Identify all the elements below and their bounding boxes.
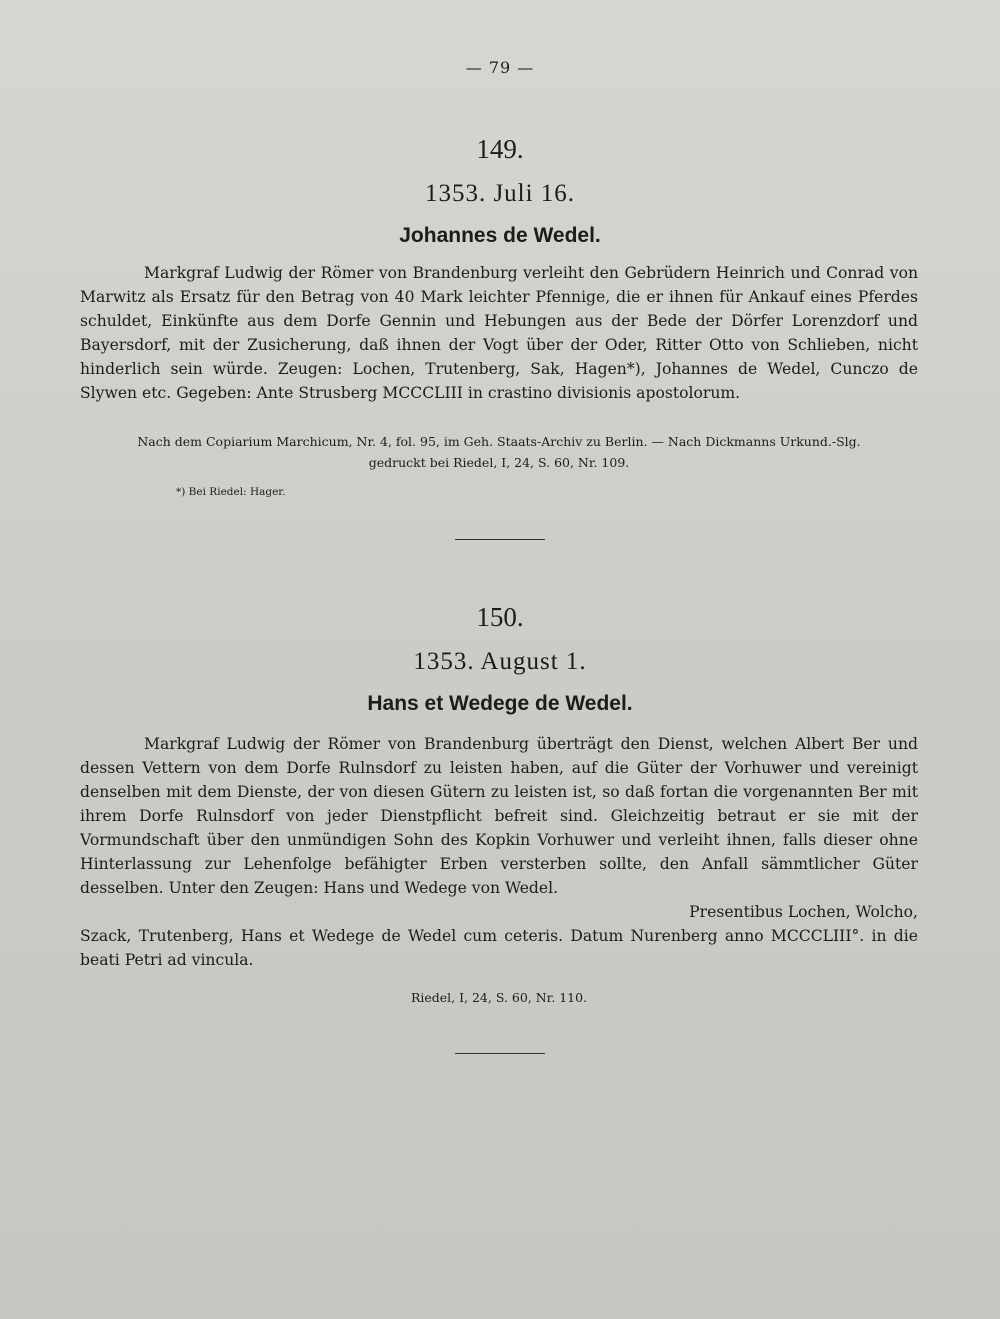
document-number: 149. <box>476 134 524 164</box>
document-number: 150. <box>476 602 524 632</box>
witness-line: Presentibus Lochen, Wolcho, <box>689 903 918 921</box>
source-line: Nach dem Copiarium Marchicum, Nr. 4, fol. 95, im Geh. Staats-Archiv zu Berlin. — Nach Dickmanns Urkund.-Slg. <box>137 434 861 449</box>
document-title: Johannes de Wedel. <box>399 224 601 247</box>
document-title: Hans et Wedege de Wedel. <box>367 692 633 715</box>
dating-clause: Szack, Trutenberg, Hans et Wedege de Wedel cum ceteris. Datum Nurenberg anno MCCCLIII°. in die beati Petri ad vincula. <box>80 927 918 969</box>
page-number: — 79 — <box>465 58 535 77</box>
source-line: Riedel, I, 24, S. 60, Nr. 110. <box>410 990 588 1005</box>
section-divider <box>455 1053 545 1054</box>
footnote: *) Bei Riedel: Hager. <box>176 486 286 498</box>
source-line: gedruckt bei Riedel, I, 24, S. 60, Nr. 109. <box>368 455 630 470</box>
document-regest <box>80 732 918 972</box>
regest-paragraph: Markgraf Ludwig der Römer von Brandenburg verleiht den Gebrüdern Heinrich und Conrad von Marwitz als Ersatz für den Betrag von 40 Mark leichter Pfennige, die er ihnen für Ankauf eines Pferdes schuldet, Einkünfte aus dem Dorfe Gennin und Hebungen aus der Bede der Dörfer Lorenzdorf und Bayersdorf, mit der Zusicherung, daß ihnen der Vogt über der Oder, Ritter Otto von Schlieben, nicht hinderlich sein würde. Zeugen: Lochen, Trutenberg, Sak, Hagen*), Johannes de Wedel, Cunczo de Slywen etc. Gegeben: Ante Strusberg MCCCLIII in crastino divisionis apostolorum. <box>80 264 918 402</box>
source-note <box>80 431 918 473</box>
regest-paragraph: Markgraf Ludwig der Römer von Brandenburg überträgt den Dienst, welchen Albert Ber und dessen Vettern von dem Dorfe Rulnsdorf zu leisten haben, auf die Güter der Vorhuwer und vereinigt denselben mit dem Dienste, der von diesen Gütern zu leisten ist, so daß fortan die vorgenannten Ber mit ihrem Dorfe Rulnsdorf von jeder Dienstpflicht befreit sind. Gleichzeitig betraut er sie mit der Vormundschaft über den unmündigen Sohn des Kopkin Vorhuwer und verleiht ihnen, falls dieser ohne Hinterlassung zur Lehenfolge befähigter Erben versterben sollte, den Anfall sämmtlicher Güter desselben. Unter den Zeugen: Hans und Wedege von Wedel. <box>80 735 918 897</box>
section-divider <box>455 539 545 540</box>
document-regest <box>80 261 918 405</box>
source-note <box>80 987 918 1008</box>
document-date: 1353. August 1. <box>413 648 587 675</box>
document-date: 1353. Juli 16. <box>424 180 576 207</box>
